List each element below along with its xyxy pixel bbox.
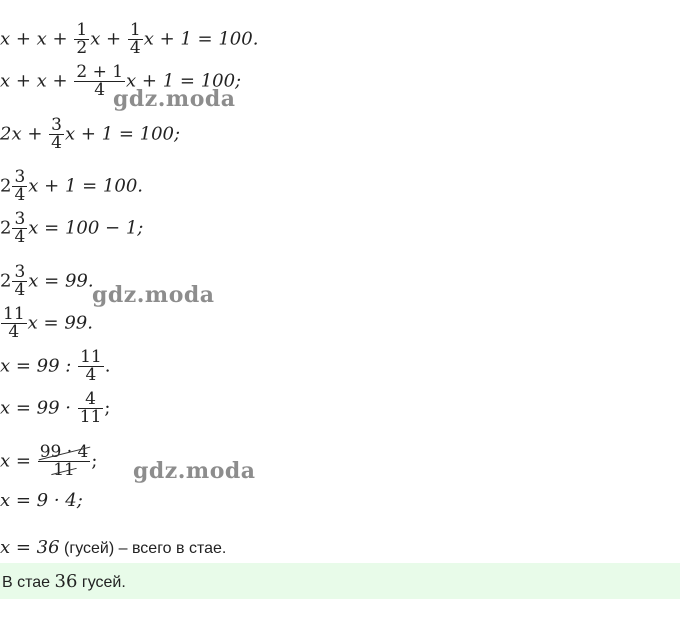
answer-text: В стае 36 гусей. <box>2 571 126 592</box>
equation-line-12: x = 36 (гусей) – всего в стае. <box>0 537 227 558</box>
fraction: $\frac{3}{4}$ <box>14 262 26 300</box>
fraction: $\frac{1}{2}$ <box>76 20 88 58</box>
fraction: $\frac{4}{11}$ <box>79 389 102 427</box>
fraction: $\frac{2 + 1}{4}$ <box>76 62 124 100</box>
equation-line-10: x = $\frac{99 \cdot 4}{11}$ ; <box>0 442 98 480</box>
fraction: $\frac{11}{4}$ <box>3 304 25 342</box>
equation-line-5: 2 $\frac{3}{4}$ x = 100 − 1; <box>0 209 144 247</box>
equation-line-11: x = 9 · 4; <box>0 490 83 511</box>
equation-line-3: 2x + $\frac{3}{4}$ x + 1 = 100; <box>0 115 181 153</box>
equation-line-2: x + x + $\frac{2 + 1}{4}$ x + 1 = 100; <box>0 62 242 100</box>
fraction: $\frac{3}{4}$ <box>14 167 26 205</box>
equation-line-4: 2 $\frac{3}{4}$ x + 1 = 100. <box>0 167 144 205</box>
watermark: gdz.moda <box>133 458 256 484</box>
cancelled-fraction: $\frac{99 \cdot 4}{11}$ <box>39 442 89 480</box>
watermark: gdz.moda <box>92 282 215 308</box>
equation-line-8: x = 99 : $\frac{11}{4}$ . <box>0 347 111 385</box>
fraction: $\frac{3}{4}$ <box>51 115 62 153</box>
answer-box <box>0 563 680 599</box>
fraction: $\frac{3}{4}$ <box>14 209 26 247</box>
equation-line-7: $\frac{11}{4}$ x = 99. <box>3 304 93 342</box>
equation-line-9: x = 99 · $\frac{4}{11}$ ; <box>0 389 111 427</box>
equation-line-6: 2 $\frac{3}{4}$ x = 99. <box>0 262 94 300</box>
fraction: $\frac{1}{4}$ <box>129 20 141 58</box>
equation-line-1: x + x + $\frac{1}{2}$ x + $\frac{1}{4}$ x + 1 = 100. <box>0 20 259 58</box>
watermark: gdz.moda <box>113 86 236 112</box>
fraction: $\frac{11}{4}$ <box>80 347 102 385</box>
